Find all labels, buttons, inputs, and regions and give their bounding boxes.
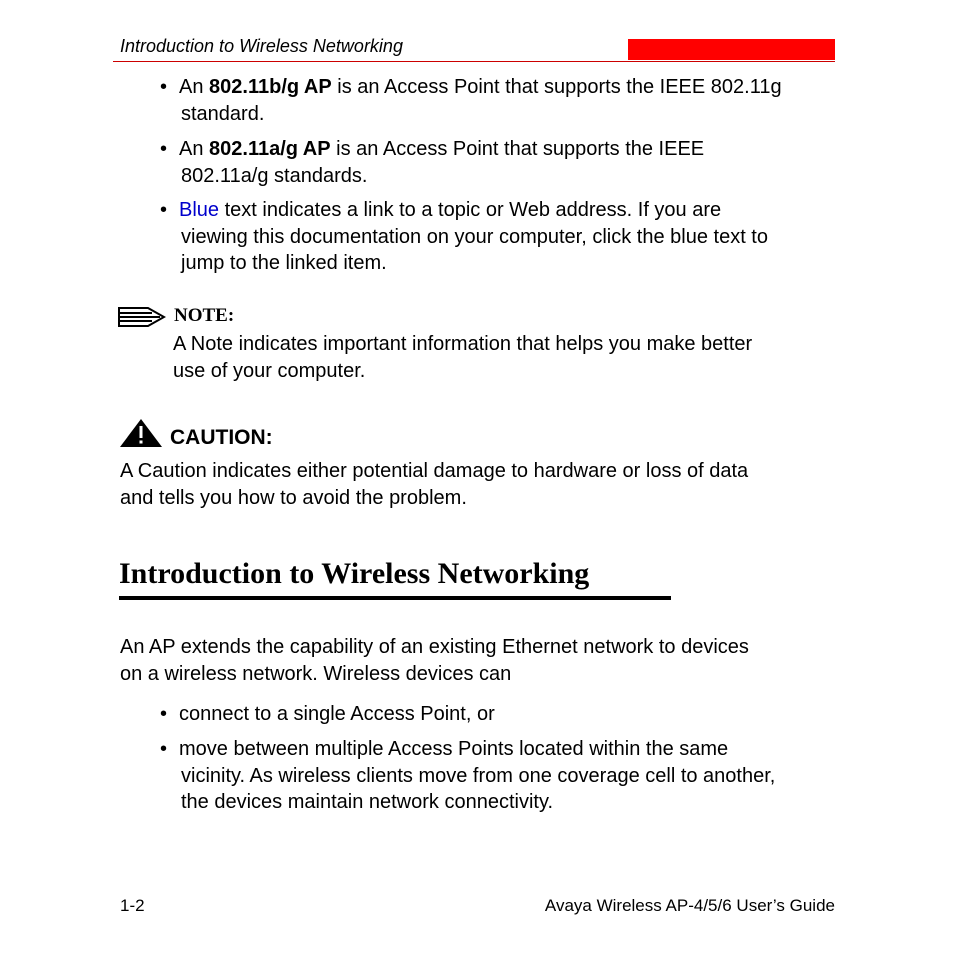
running-header-title: Introduction to Wireless Networking bbox=[120, 36, 403, 56]
note-arrow-icon bbox=[118, 307, 166, 332]
bullet-icon: • bbox=[160, 76, 168, 98]
blue-link-sample[interactable]: Blue bbox=[179, 199, 220, 221]
caution-body: A Caution indicates either potential damage to hardware or loss of data and tells you how to avoid the problem. bbox=[120, 460, 749, 509]
guide-title: Avaya Wireless AP-4/5/6 User’s Guide bbox=[544, 896, 835, 915]
note-label: NOTE: bbox=[174, 305, 235, 326]
bullet-icon: • bbox=[160, 703, 168, 725]
section-heading: Introduction to Wireless Networking bbox=[119, 557, 590, 590]
header-accent-bar bbox=[628, 39, 835, 60]
section-intro: An AP extends the capability of an existing Ethernet network to devices on a wireless network. Wireless devices can bbox=[120, 636, 749, 685]
page-number: 1-2 bbox=[120, 896, 145, 915]
bullet-icon: • bbox=[160, 199, 168, 221]
caution-label: CAUTION: bbox=[170, 426, 273, 449]
section-heading-rule bbox=[119, 596, 671, 600]
header-rule bbox=[113, 61, 835, 62]
bullet-icon: • bbox=[160, 138, 168, 160]
note-body: A Note indicates important information that helps you make better use of your computer. bbox=[173, 333, 753, 382]
bullet-icon: • bbox=[160, 738, 168, 760]
warning-triangle-icon bbox=[119, 418, 163, 453]
